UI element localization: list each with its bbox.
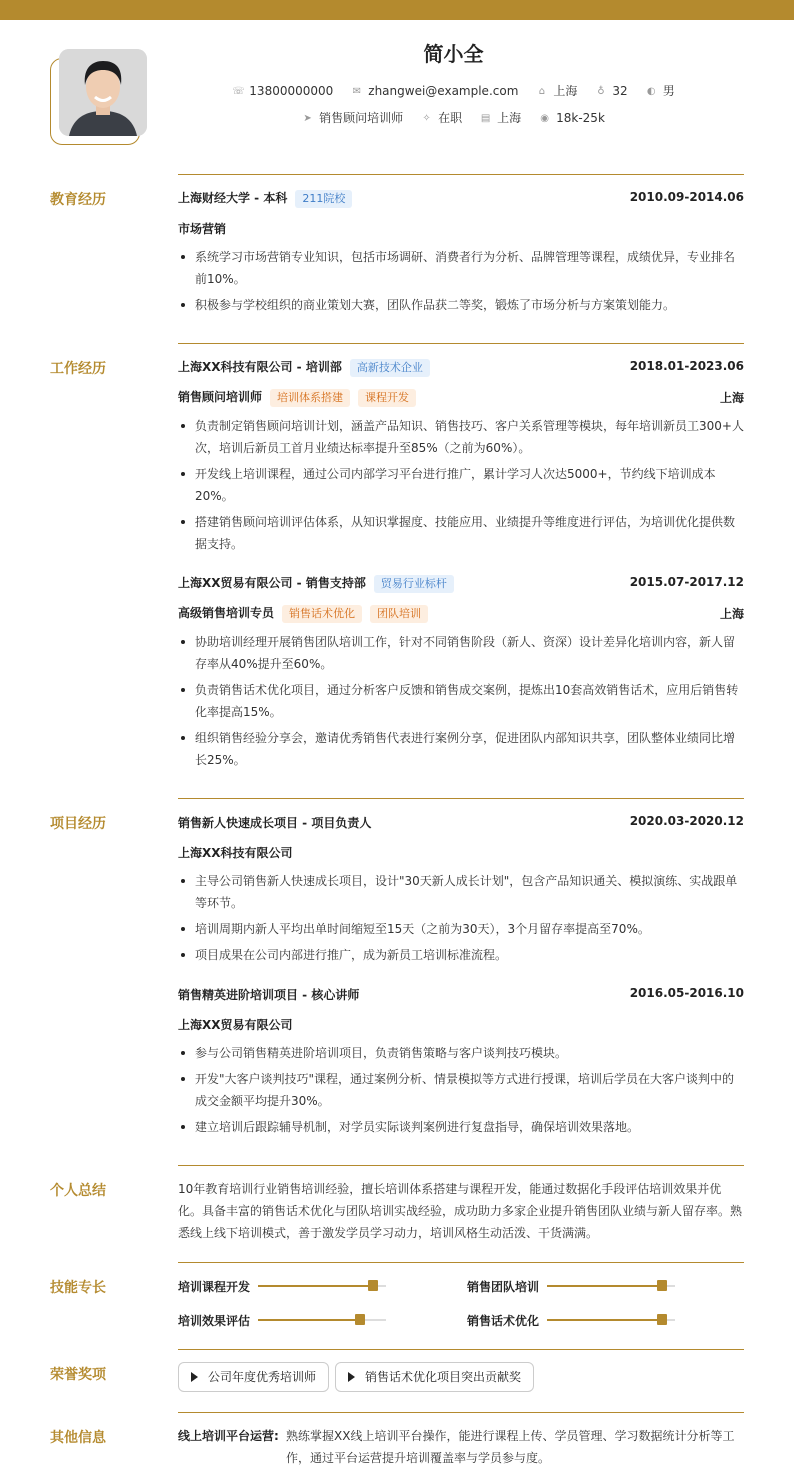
info-item (646, 82, 675, 99)
skill-bar (547, 1319, 675, 1321)
list-item: 建立培训后跟踪辅导机制，对学员实际谈判案例进行复盘指导，确保培训效果落地。 (178, 1116, 744, 1138)
section-title: 教育经历 (50, 192, 106, 208)
job-info-row (0, 109, 794, 126)
skill-bar-fill (258, 1319, 360, 1321)
list-item: 组织销售经验分享会，邀请优秀销售代表进行案例分享，促进团队内部知识共享，团队整体业绩同比增长25%。 (178, 727, 744, 771)
company-name: 上海XX贸易有限公司 - 销售支持部 贸易行业标杆 (178, 574, 454, 593)
info-item (595, 84, 627, 98)
skill-bar (258, 1319, 386, 1321)
list-item: 参与公司销售精英进阶培训项目，负责销售策略与客户谈判技巧模块。 (178, 1042, 744, 1064)
list-item: 开发"大客户谈判技巧"课程，通过案例分析、情景模拟等方式进行授课，培训后学员在大客户谈判中的成交金额平均提升30%。 (178, 1068, 744, 1112)
section-divider (178, 1349, 744, 1350)
project-bullets (178, 870, 744, 970)
project-org: 上海XX贸易有限公司 (178, 1018, 293, 1032)
school-tag: 211院校 (295, 190, 352, 208)
major: 市场营销 (178, 222, 227, 236)
info-item (480, 109, 521, 126)
section-title: 其他信息 (50, 1430, 106, 1446)
skill-bar-fill (547, 1285, 662, 1287)
list-item: 协助培训经理开展销售团队培训工作，针对不同销售阶段（新人、资深）设计差异化培训内容，新人留存率从40%提升至60%。 (178, 631, 744, 675)
other-label: 线上培训平台运营: (178, 1429, 279, 1443)
job-date: 2018.01-2023.06 (629, 359, 744, 373)
salary-icon: ◉ (540, 113, 549, 124)
education-bullets (178, 246, 744, 320)
list-item: 项目成果在公司内部进行推广，成为新员工培训标准流程。 (178, 944, 744, 966)
list-item: 主导公司销售新人快速成长项目，设计"30天新人成长计划"，包含产品知识通关、模拟演练、实战跟单等环节。 (178, 870, 744, 914)
company-tag: 高新技术企业 (350, 359, 430, 377)
list-item: 系统学习市场营销专业知识，包括市场调研、消费者行为分析、品牌管理等课程，成绩优异，专业排名前10%。 (178, 246, 744, 290)
info-text: 32 (612, 84, 628, 98)
send-icon: ➤ (303, 113, 312, 124)
play-icon (191, 1372, 198, 1382)
info-item (232, 84, 333, 98)
job-date: 2015.07-2017.12 (629, 575, 744, 589)
list-item: 搭建销售顾问培训评估体系，从知识掌握度、技能应用、业绩提升等维度进行评估，为培训优化提供数据支持。 (178, 511, 744, 555)
project-name: 销售新人快速成长项目 - 项目负责人 (178, 816, 372, 830)
skill-name: 销售话术优化 (467, 1314, 540, 1328)
list-item: 积极参与学校组织的商业策划大赛，团队作品获二等奖，锻炼了市场分析与方案策划能力。 (178, 294, 744, 316)
project-org: 上海XX科技有限公司 (178, 846, 293, 860)
job-bullets (178, 415, 744, 559)
section-divider (178, 798, 744, 799)
play-icon (348, 1372, 355, 1382)
skill-bar (547, 1285, 675, 1287)
cake-icon: ♁ (597, 86, 605, 97)
skill-tag: 培训体系搭建 (270, 389, 350, 407)
section-title: 技能专长 (50, 1280, 106, 1296)
job-bullets (178, 631, 744, 775)
info-text: 13800000000 (249, 84, 334, 98)
project-date: 2020.03-2020.12 (629, 814, 744, 828)
section-divider (178, 1262, 744, 1263)
info-text: 销售顾问培训师 (319, 111, 404, 125)
section-divider (178, 343, 744, 344)
section-divider (178, 1165, 744, 1166)
info-item (351, 84, 518, 98)
skill-bar-fill (258, 1285, 373, 1287)
gender-icon: ◐ (646, 86, 656, 97)
section-divider (178, 174, 744, 175)
company-tag: 贸易行业标杆 (374, 575, 454, 593)
section-title: 个人总结 (50, 1183, 106, 1199)
info-item (302, 109, 403, 126)
section-title: 项目经历 (50, 816, 106, 832)
home-icon: ⌂ (538, 86, 546, 97)
project-name: 销售精英进阶培训项目 - 核心讲师 (178, 988, 360, 1002)
info-text: zhangwei@example.com (368, 84, 519, 98)
skill-tag: 团队培训 (370, 605, 428, 623)
list-item: 开发线上培训课程，通过公司内部学习平台进行推广，累计学习人次达5000+，节约线下培训成本20%。 (178, 463, 744, 507)
info-text: 上海 (553, 84, 578, 98)
info-text: 在职 (438, 111, 463, 125)
info-item (536, 82, 577, 99)
skill-bar-knob (355, 1314, 365, 1325)
section-divider (178, 1412, 744, 1413)
job-location: 上海 (719, 391, 744, 405)
info-text: 上海 (497, 111, 522, 125)
education-date: 2010.09-2014.06 (629, 190, 744, 204)
project-date: 2016.05-2016.10 (629, 986, 744, 1000)
summary-text: 10年教育培训行业销售培训经验，擅长培训体系搭建与课程开发，能通过数据化手段评估培训效果并优化。具备丰富的销售话术优化与团队培训实战经验，成功助力多家企业提升销售团队业绩与新人留存率。熟悉线上线下培训模式，善于激发学员学习动力，培训风格生动活泼、干货满满。 (178, 1182, 743, 1240)
status-icon: ✧ (422, 113, 431, 124)
info-text: 18k-25k (556, 111, 605, 125)
school-name: 上海财经大学 - 本科 211院校 (178, 189, 352, 208)
skill-name: 培训效果评估 (178, 1314, 251, 1328)
skill-bar-knob (368, 1280, 378, 1291)
skill-bar-knob (657, 1280, 667, 1291)
job-position: 销售顾问培训师 培训体系搭建 课程开发 (178, 388, 416, 407)
list-item: 负责销售话术优化项目，通过分析客户反馈和销售成交案例，提炼出10套高效销售话术，应用后销售转化率提高15%。 (178, 679, 744, 723)
job-position: 高级销售培训专员 销售话术优化 团队培训 (178, 604, 428, 623)
list-item: 负责制定销售顾问培训计划，涵盖产品知识、销售技巧、客户关系管理等模块，每年培训新员工300+人次，培训后新员工首月业绩达标率提升至85%（之前为60%）。 (178, 415, 744, 459)
skill-bar-fill (547, 1319, 662, 1321)
skill-bar-knob (657, 1314, 667, 1325)
project-bullets (178, 1042, 744, 1142)
list-item: 培训周期内新人平均出单时间缩短至15天（之前为30天），3个月留存率提高至70%。 (178, 918, 744, 940)
section-title: 荣誉奖项 (50, 1367, 106, 1383)
top-accent-bar (0, 0, 794, 20)
info-item (539, 111, 605, 125)
skill-bar (258, 1285, 386, 1287)
other-text: 熟练掌握XX线上培训平台操作，能进行课程上传、学员管理、学习数据统计分析等工作，通过平台运营提升培训覆盖率与学员参与度。 (286, 1429, 735, 1465)
section-title: 工作经历 (50, 361, 106, 377)
contact-info-row (0, 82, 794, 99)
skill-name: 销售团队培训 (467, 1280, 540, 1294)
building-icon: ▤ (480, 113, 491, 124)
skill-tag: 课程开发 (358, 389, 416, 407)
candidate-name: 简小全 (423, 42, 484, 66)
award-item: 销售话术优化项目突出贡献奖 (335, 1362, 534, 1392)
phone-icon: ☏ (232, 86, 245, 97)
skill-tag: 销售话术优化 (282, 605, 362, 623)
info-text: 男 (662, 84, 675, 98)
award-item: 公司年度优秀培训师 (178, 1362, 329, 1392)
company-name: 上海XX科技有限公司 - 培训部 高新技术企业 (178, 358, 430, 377)
mail-icon: ✉ (352, 86, 361, 97)
skill-name: 培训课程开发 (178, 1280, 251, 1294)
job-location: 上海 (719, 607, 744, 621)
info-item (421, 109, 462, 126)
